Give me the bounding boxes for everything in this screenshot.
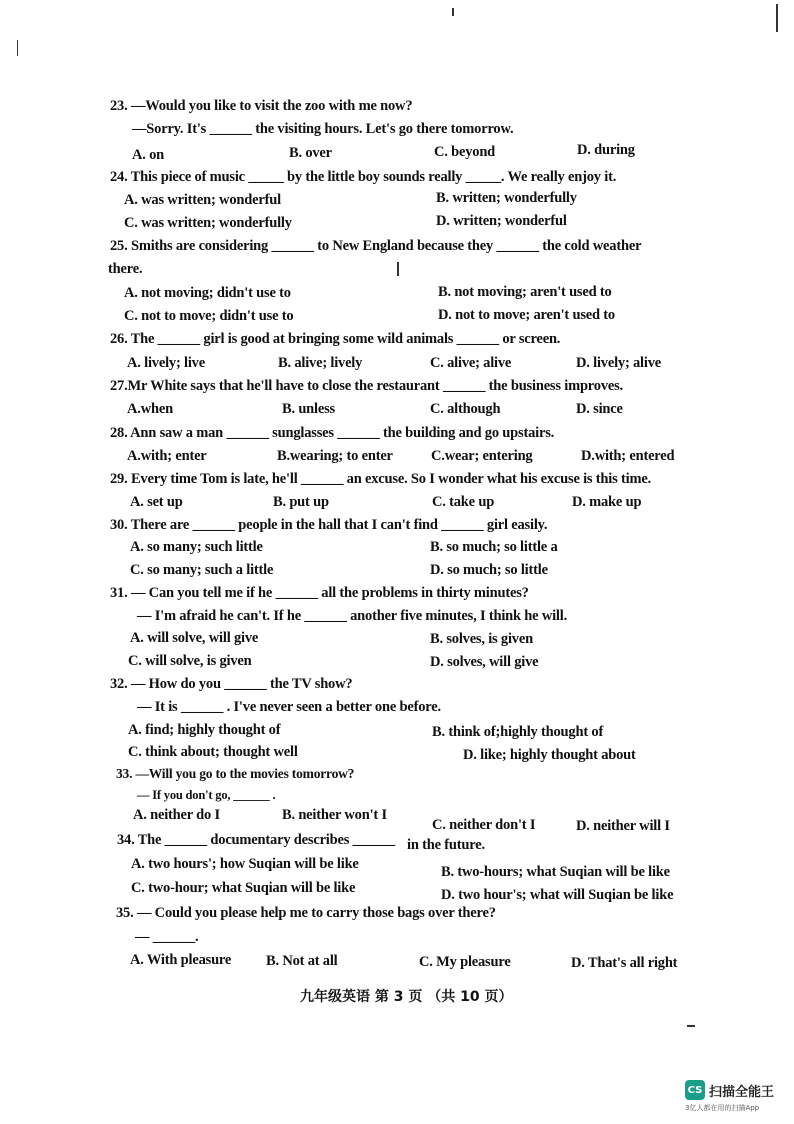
question-34-stem: 34. The ______ documentary describes ______ (117, 832, 395, 848)
scan-mark (776, 4, 778, 32)
scan-mark (397, 262, 399, 276)
question-27-option-a: A.when (127, 401, 173, 417)
question-26-stem: 26. The ______ girl is good at bringing some wild animals ______ or screen. (110, 331, 561, 347)
question-23-reply: —Sorry. It's ______ the visiting hours. Let's go there tomorrow. (132, 121, 514, 137)
page-footer: 九年级英语 第 3 页 （共 10 页） (300, 989, 513, 1005)
question-35-option-d: D. That's all right (571, 955, 678, 971)
question-32-option-b: B. think of;highly thought of (432, 724, 604, 740)
question-34-option-a: A. two hours'; how Suqian will be like (131, 856, 359, 872)
question-29-option-d: D. make up (572, 494, 642, 510)
question-26-option-b: B. alive; lively (278, 355, 363, 371)
question-27-option-d: D. since (576, 401, 623, 417)
question-28-option-d: D.with; entered (581, 448, 675, 464)
question-25-stem-continued: there. (108, 261, 143, 277)
question-23-option-c: C. beyond (434, 144, 496, 160)
question-35-option-b: B. Not at all (266, 953, 338, 969)
scanner-app-name: 扫描全能王 (709, 1084, 775, 1100)
question-34-option-d: D. two hour's; what will Suqian be like (441, 887, 674, 903)
question-34-stem-end: in the future. (407, 837, 485, 853)
question-33-option-c: C. neither don't I (432, 817, 536, 833)
question-27-stem: 27.Mr White says that he'll have to close the restaurant ______ the business improves. (110, 378, 623, 394)
question-35-stem: 35. — Could you please help me to carry those bags over there? (116, 905, 496, 921)
question-28-stem: 28. Ann saw a man ______ sunglasses ______ the building and go upstairs. (110, 425, 555, 441)
question-29-option-a: A. set up (130, 494, 183, 510)
question-25-option-b: B. not moving; aren't used to (438, 284, 612, 300)
scanner-badge (685, 1080, 774, 1100)
question-24-option-d: D. written; wonderful (436, 213, 567, 229)
question-28-option-b: B.wearing; to enter (277, 448, 393, 464)
question-32-stem: 32. — How do you ______ the TV show? (110, 676, 353, 692)
question-29-option-c: C. take up (432, 494, 495, 510)
question-33-option-a: A. neither do I (133, 807, 220, 823)
question-23-stem: 23. —Would you like to visit the zoo with me now? (110, 98, 413, 114)
question-30-option-b: B. so much; so little a (430, 539, 558, 555)
question-32-option-d: D. like; highly thought about (463, 747, 636, 763)
question-31-stem: 31. — Can you tell me if he ______ all the problems in thirty minutes? (110, 585, 529, 601)
question-34-option-b: B. two-hours; what Suqian will be like (441, 864, 670, 880)
question-33-stem: 33. —Will you go to the movies tomorrow? (116, 766, 355, 781)
question-35-reply: — ______. (135, 929, 199, 945)
question-31-option-b: B. solves, is given (430, 631, 533, 647)
question-30-option-a: A. so many; such little (130, 539, 263, 555)
question-32-option-a: A. find; highly thought of (128, 722, 281, 738)
question-31-reply: — I'm afraid he can't. If he ______ another five minutes, I think he will. (137, 608, 568, 624)
question-27-option-c: C. although (430, 401, 501, 417)
question-28-option-c: C.wear; entering (431, 448, 533, 464)
question-29-option-b: B. put up (273, 494, 329, 510)
question-31-option-d: D. solves, will give (430, 654, 539, 670)
camscanner-logo-icon: CS (685, 1080, 705, 1100)
question-33-option-b: B. neither won't I (282, 807, 387, 823)
question-24-option-a: A. was written; wonderful (124, 192, 281, 208)
question-31-option-c: C. will solve, is given (128, 653, 252, 669)
question-26-option-c: C. alive; alive (430, 355, 512, 371)
question-29-stem: 29. Every time Tom is late, he'll ______ an excuse. So I wonder what his excuse is this time. (110, 471, 651, 487)
question-27-option-b: B. unless (282, 401, 335, 417)
question-30-stem: 30. There are ______ people in the hall that I can't find ______ girl easily. (110, 517, 548, 533)
scan-mark (687, 1025, 695, 1027)
question-35-option-c: C. My pleasure (419, 954, 511, 970)
question-23-option-a: A. on (132, 147, 165, 163)
scan-mark (17, 40, 18, 56)
question-24-stem: 24. This piece of music _____ by the little boy sounds really _____. We really enjoy it. (110, 169, 617, 185)
question-33-reply: — If you don't go, ______ . (137, 788, 276, 802)
question-34-option-c: C. two-hour; what Suqian will be like (131, 880, 356, 896)
question-23-option-b: B. over (289, 145, 332, 161)
question-24-option-c: C. was written; wonderfully (124, 215, 292, 231)
question-31-option-a: A. will solve, will give (130, 630, 259, 646)
question-33-option-d: D. neither will I (576, 818, 670, 834)
question-32-option-c: C. think about; thought well (128, 744, 298, 760)
question-26-option-d: D. lively; alive (576, 355, 661, 371)
question-30-option-c: C. so many; such a little (130, 562, 274, 578)
question-35-option-a: A. With pleasure (130, 952, 232, 968)
question-25-option-d: D. not to move; aren't used to (438, 307, 615, 323)
question-24-option-b: B. written; wonderfully (436, 190, 577, 206)
question-23-option-d: D. during (577, 142, 635, 158)
question-28-option-a: A.with; enter (127, 448, 207, 464)
question-26-option-a: A. lively; live (127, 355, 205, 371)
question-25-option-a: A. not moving; didn't use to (124, 285, 291, 301)
question-30-option-d: D. so much; so little (430, 562, 548, 578)
question-25-option-c: C. not to move; didn't use to (124, 308, 294, 324)
question-32-reply: — It is ______ . I've never seen a better one before. (137, 699, 441, 715)
question-25-stem: 25. Smiths are considering ______ to New England because they ______ the cold weather (110, 238, 642, 254)
scan-mark (452, 8, 454, 16)
scanner-tagline: 3亿人都在用的扫描App (685, 1104, 760, 1112)
